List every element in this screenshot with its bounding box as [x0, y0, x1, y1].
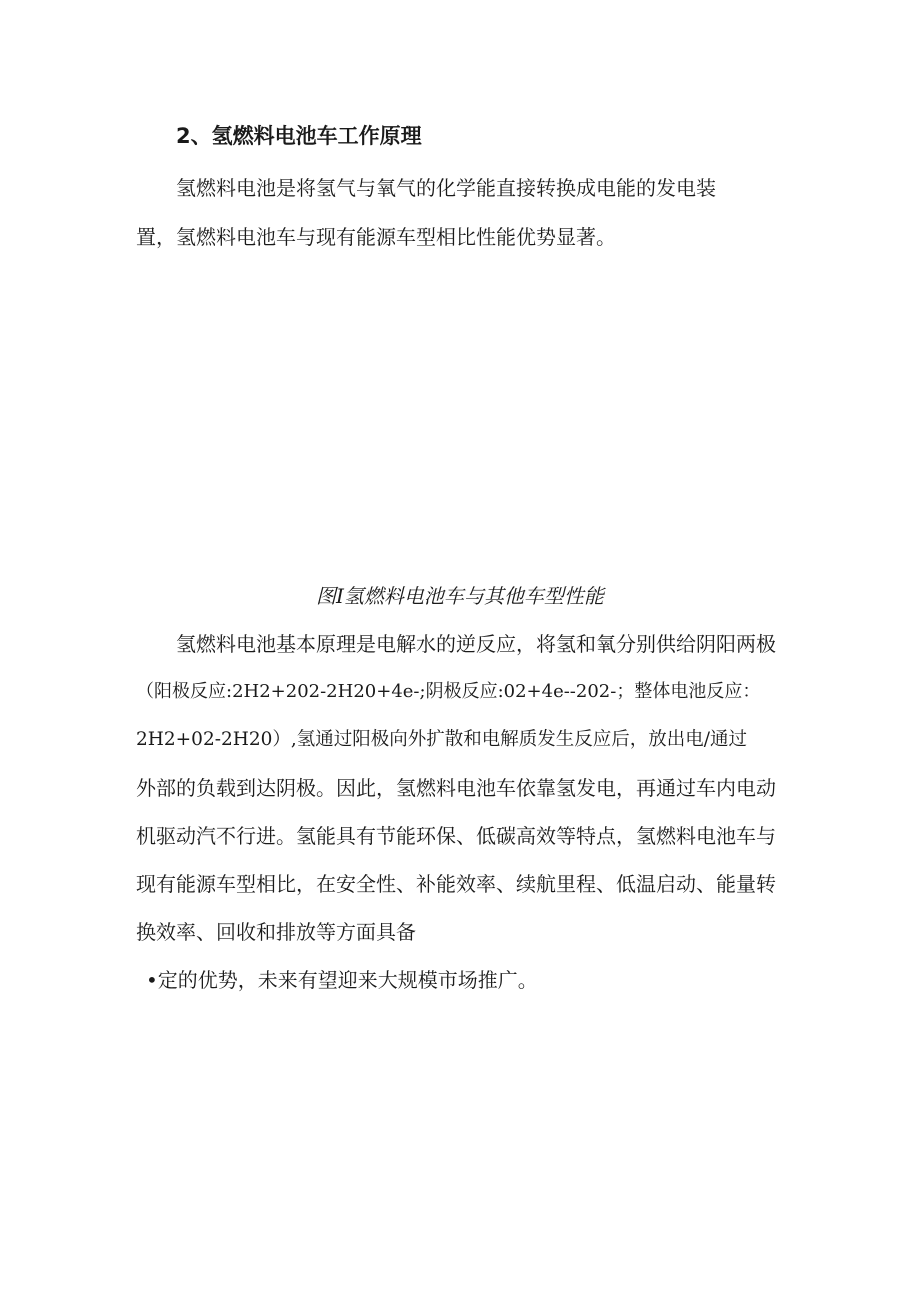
body-line-4: 外部的负载到达阴极。因此，氢燃料电池车依靠氢发电，再通过车内电动 — [136, 776, 776, 800]
body-line-6: 现有能源车型相比，在安全性、补能效率、续航里程、低温启动、能量转 — [136, 872, 776, 896]
figure-placeholder — [136, 270, 786, 570]
body-line-5: 机驱动汽不行进。氢能具有节能环保、低碳高效等特点，氢燃料电池车与 — [136, 824, 776, 848]
body-line-3: 2H2+02-2H20）,氢通过阳极向外扩散和电解质发生反应后，放出电/通过 — [136, 729, 748, 750]
body-line-2: （阳极反应:2H2+202-2H20+4e-;阴极反应:02+4e--202-；整体电池反应： — [136, 681, 761, 702]
body-line-1: 氢燃料电池基本原理是电解水的逆反应，将氢和氧分别供给阴阳两极 — [176, 632, 776, 656]
section-heading: 2、氢燃料电池车工作原理 — [176, 124, 422, 148]
figure-caption: 图I氢燃料电池车与其他车型性能 — [316, 584, 604, 608]
body-line-7: 换效率、回收和排放等方面具备 — [136, 920, 416, 944]
intro-line-1: 氢燃料电池是将氢气与氧气的化学能直接转换成电能的发电装 — [176, 176, 716, 200]
body-line-8: •定的优势，未来有望迎来大规模市场推广。 — [146, 968, 538, 992]
intro-line-2: 置，氢燃料电池车与现有能源车型相比性能优势显著。 — [136, 225, 616, 249]
